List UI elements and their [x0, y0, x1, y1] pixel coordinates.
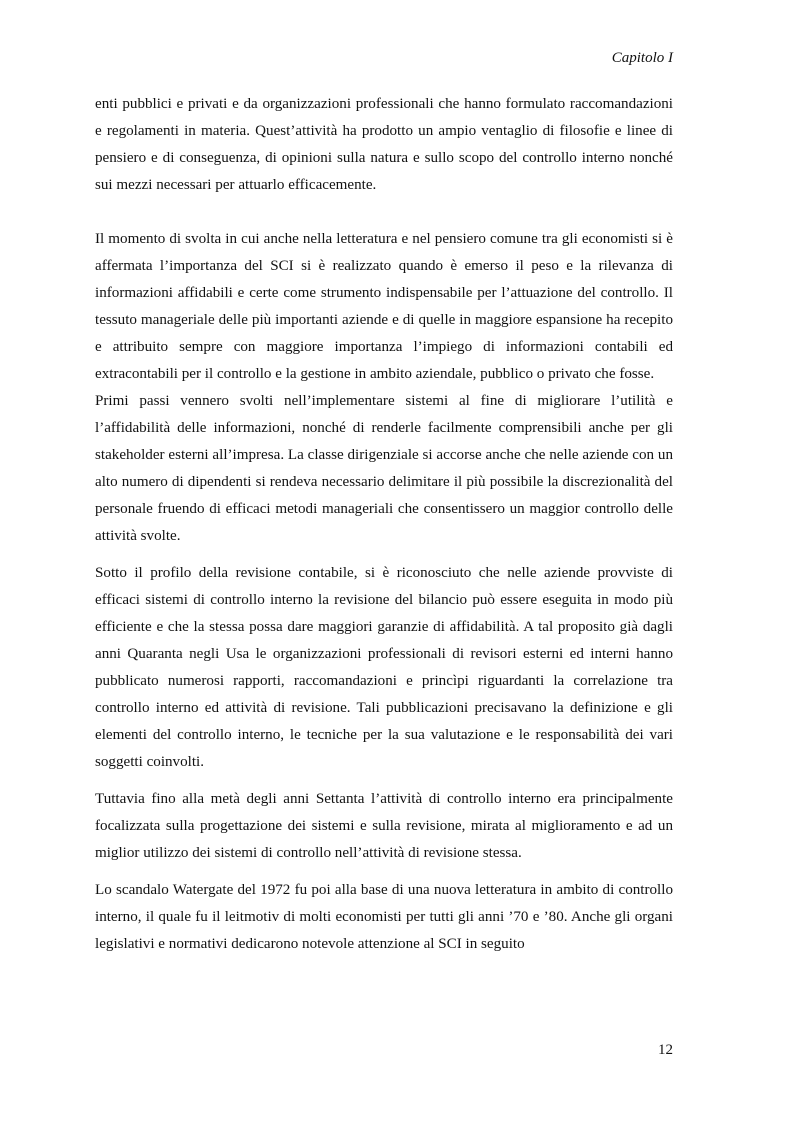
paragraph-5: Tuttavia fino alla metà degli anni Settanta l’attività di controllo interno era principalmente focalizzata sulla progettazione dei sistemi e sulla revisione, mirata al miglioramento e ad un miglior utilizzo dei sistemi di controllo nell’attività di revisione stessa. — [95, 791, 673, 861]
page-number: 12 — [658, 1042, 673, 1058]
chapter-header: Capitolo I — [611, 50, 673, 66]
paragraph-4: Sotto il profilo della revisione contabile, si è riconosciuto che nelle aziende provviste di efficaci sistemi di controllo interno la revisione del bilancio può essere eseguita in modo più efficiente e che la stessa possa dare maggiori garanzie di affidabilità. A tal proposito già dagli anni Quaranta negli Usa le organizzazioni professionali di revisori esterni ed interni hanno pubblicato numerosi rapporti, raccomandazioni e princìpi riguardanti la correlazione tra controllo interno ed attività di revisione. Tali pubblicazioni precisavano la definizione e gli elementi del controllo interno, le tecniche per la sua valutazione e le responsabilità dei vari soggetti coinvolti. — [95, 565, 673, 770]
body-text — [95, 91, 673, 958]
paragraph-1: enti pubblici e privati e da organizzazioni professionali che hanno formulato raccomandazioni e regolamenti in materia. Quest’attività ha prodotto un ampio ventaglio di filosofie e linee di pensiero e di conseguenza, di opinioni sulla natura e sullo scopo del controllo interno nonché sui mezzi necessari per attuarlo efficacemente. — [95, 96, 673, 193]
paragraph-6: Lo scandalo Watergate del 1972 fu poi alla base di una nuova letteratura in ambito di controllo interno, il quale fu il leitmotiv di molti economisti per tutti gli anni ’70 e ’80. Anche gli organi legislativi e normativi dedicarono notevole attenzione al SCI in seguito — [95, 882, 673, 952]
paragraph-2: Il momento di svolta in cui anche nella letteratura e nel pensiero comune tra gli economisti si è affermata l’importanza del SCI si è realizzato quando è emerso il peso e la rilevanza di informazioni affidabili e certe come strumento indispensabile per l’attuazione del controllo. Il tessuto manageriale delle più importanti aziende e di quelle in maggiore espansione ha recepito e attribuito sempre con maggiore importanza l’impiego di informazioni contabili ed extracontabili per il controllo e la gestione in ambito aziendale, pubblico o privato che fosse. — [95, 231, 673, 382]
paragraph-3: Primi passi vennero svolti nell’implementare sistemi al fine di migliorare l’utilità e l’affidabilità delle informazioni, nonché di renderle facilmente comprensibili anche per gli stakeholder esterni all’impresa. La classe dirigenziale si accorse anche che nelle aziende con un alto numero di dipendenti si rendeva necessario delimitare il più possibile la discrezionalità del personale fruendo di efficaci metodi manageriali che consentissero un maggior controllo delle attività svolte. — [95, 393, 673, 544]
